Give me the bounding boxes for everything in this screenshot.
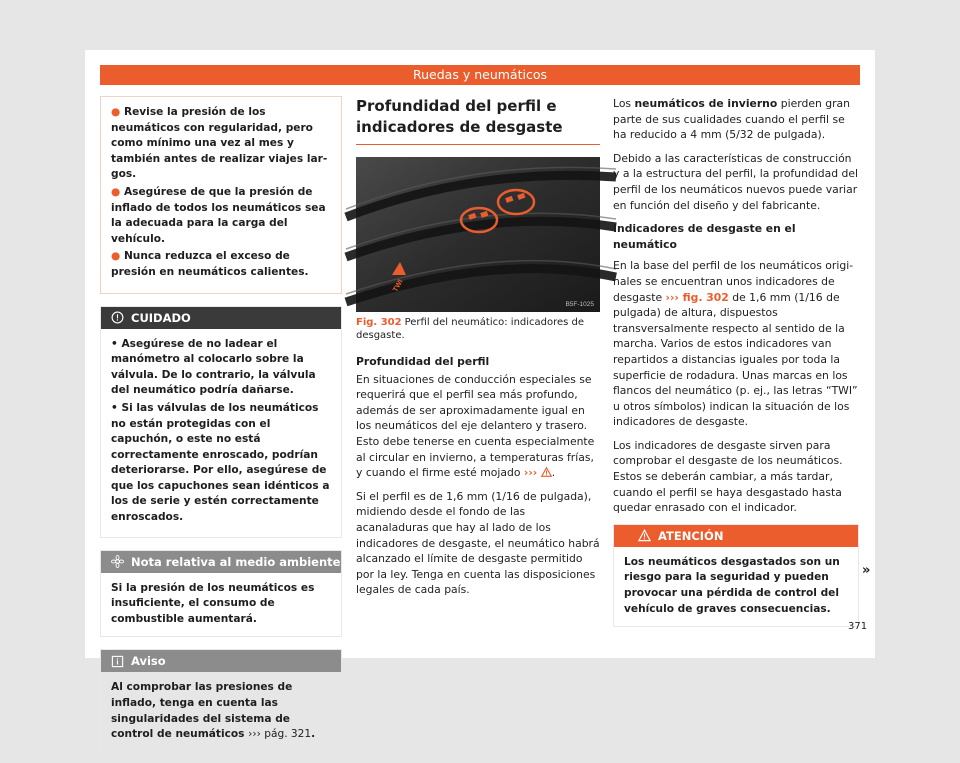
bullet-item: ● Nunca reduzca el exceso de presión en neumáticos calientes. [111,250,309,278]
column-right [613,96,859,627]
page-number: 371 [848,621,868,632]
environment-note-header: Nota relativa al medio ambiente [101,551,341,573]
figure-caption: Fig. 302 Perfil del neumático: indicadores de desgaste. [356,317,585,341]
environment-note-box: Nota relativa al medio ambiente Si la presión de los neumáticos es insuficiente, el consumo de combustible aumentará. [100,550,342,638]
bullet-item: ● Revise la presión de los neumáticos con regularidad, pero como mínimo una vez al mes y también antes de realizar viajes largos. [111,106,328,181]
aviso-header: Aviso [101,650,341,672]
tire-tread-illustration [356,157,600,312]
info-circle-icon [111,311,124,324]
warning-reference-link[interactable]: ››› [523,466,538,480]
warning-triangle-icon [541,467,552,477]
bullet-icon: ● [111,250,124,263]
aviso-box: Aviso Al comprobar las presiones de inflado, tenga en cuenta las singularidades del sistema de control de neumáticos ››› pág. 321. [100,649,342,752]
cuidado-box [100,306,342,538]
warning-triangle-icon [638,529,651,542]
column-middle [356,96,600,606]
list-item: • Si las válvulas de los neumáticos no están protegidas con el capuchón, o este no está correctamente enroscado, podrían deteriorarse. Por ello, asegúrese de que los capuchones sean idénticos a los de serie y estén correctamente enroscados. [111,401,330,524]
bullet-icon: • [111,401,122,414]
figure-reference-link[interactable]: ››› fig. 302 [665,290,729,304]
twi-sidewall-mark: TWI [392,278,405,294]
body-text: Profundidad del perfil En situaciones de conducción especiales se requerirá que el perfil sea más profundo, además de ser aproximadamente igual en los neumáticos del eje delantero y trasero. Esto debe tenerse en cuenta especialmente al circular en invierno, a temperaturas frías, y cuando el firme esté mojado ››› . Si el perfil es de 1,6 mm (1/16 de pulgada), midiendo desde el fondo de las acanaladuras que hay al lado de los indicadores de desgaste, el neumático habrá alcanzado el límite de desgaste permitido por la ley. Tenga en cuenta las disposiciones legales de cada país. [356,355,600,597]
subheading: Indicadores de desgaste en el neumático [613,222,796,251]
leaf-flower-icon [111,555,124,568]
tire-tread-figure [356,157,600,312]
cuidado-header: CUIDADO [101,307,341,329]
safety-bullet-list [100,96,342,294]
bullet-icon: • [111,337,122,350]
atencion-header: ATENCIÓN [614,525,858,547]
column-left [100,96,342,763]
section-header: Ruedas y neumáticos [100,65,860,85]
section-heading: Profundidad del perfil e indicadores de desgaste [356,96,600,145]
continue-mark: » [862,563,871,578]
info-square-icon [111,655,124,668]
page-reference-link[interactable]: ››› pág. 321 [248,728,312,741]
atencion-box: ATENCIÓN Los neumáticos desgastados son un riesgo para la seguridad y pueden provocar una pérdida de control del vehículo de graves consecuencias. [613,524,859,627]
list-item: • Asegúrese de no ladear el manómetro al colocarlo sobre la válvula. De lo contrario, la válvula del neumático podría dañarse. [111,337,316,397]
figure-code: B5F-1025 [565,301,594,308]
bullet-icon: ● [111,106,124,118]
body-text: Los neumáticos de invierno pierden gran parte de sus cualidades cuando el perfil se ha reducido a 4 mm (5/32 de pulgada). Debido a las características de construcción y a la estructura del perfil, la profundidad del perfil de los neumáticos nuevos puede variar en función del diseño y del fabricante. Indicadores de desgaste en el neumático En la base del perfil de los neumáticos originales se encuentran unos indicadores de desgaste ››› fig. 302 de 1,6 mm (1/16 de pulgada) de altura, dispuestos transversalmente respecto al sentido de la marcha. Varios de estos indicadores van repartidos a distancias iguales por toda la superficie de rodadura. Unas marcas en los flancos del neumático (p. ej., las letras “TWI” u otros símbolos) indican la situación de los indicadores de desgaste. Los indicadores de desgaste sirven para comprobar el desgaste de los neumáticos. Estos se deberán cambiar, a más tardar, cuando el perfil se haya desgastado hasta quedar enrasado con el indicador. [613,97,859,515]
bullet-item: ● Asegúrese de que la presión de inflado de todos los neumáticos sea la adecuada para la carga del vehículo. [111,185,326,245]
bullet-icon: ● [111,185,124,198]
